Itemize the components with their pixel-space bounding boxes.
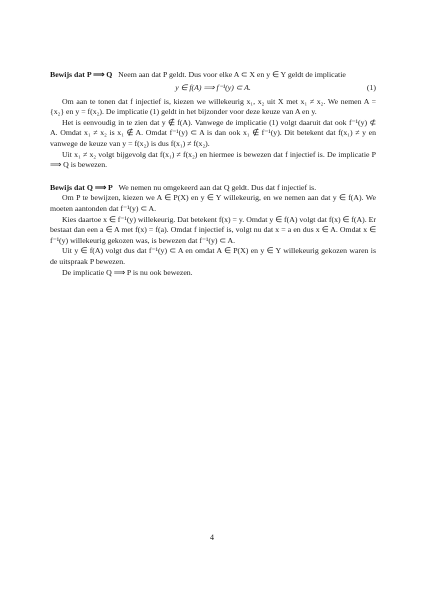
section2-paragraph-1: Om P te bewijzen, kiezen we A ∈ P(X) en y ∈ Y willekeurig, en we nemen aan dat y ∈ f(A). We moeten aantonden dat f⁻¹(y) ⊂ A. xyxy=(50,193,376,213)
section2-intro-paragraph xyxy=(50,183,376,194)
section1-paragraph-3: Uit x₁ ≠ x₂ volgt bijgevolg dat f(x₁) ≠ f(x₂) en hiermee is bewezen dat f injectief is. De implicatie P ⟹ Q is bewezen. xyxy=(50,149,376,170)
page-number: 4 xyxy=(210,533,214,542)
section2-paragraph-2: Kies daartoe x ∈ f⁻¹(y) willekeurig. Dat betekent f(x) = y. Omdat y ∈ f(A) volgt dat f(x) ∈ f(A). Er bestaat dan een a ∈ A met f(x) = f(a). Omdat f injectief is, volgt nu dat x = a en dus x ∈ A. Omdat x ∈ f⁻¹(y) willekeurig gekozen was, is bewezen dat f⁻¹(y) ⊂ A. xyxy=(50,214,376,245)
proof-body xyxy=(50,70,376,278)
section2-paragraph-4: De implicatie Q ⟹ P is nu ook bewezen. xyxy=(62,267,193,277)
section2-heading: Bewijs dat Q ⟹ P xyxy=(50,182,113,192)
section1-paragraph-2: Het is eenvoudig in te zien dat y ∉ f(A). Vanwege de implicatie (1) volgt daaruit dat ook f⁻¹(y) ⊄ A. Omdat x₁ ≠ x₂ is x₁ ∉ A. Omdat f⁻¹(y) ⊂ A is dan ook x₁ ∉ f⁻¹(y). Dit betekent dat f(x₁) ≠ y en vanwege de keuze van y = f(x₂) is dus f(x₁) ≠ f(x₂). xyxy=(50,117,376,148)
section2-intro: We nemen nu omgekeerd aan dat Q geldt. Dus dat f injectief is. xyxy=(118,182,317,192)
equation-1-number: (1) xyxy=(366,82,376,92)
section1-heading: Bewijs dat P ⟹ Q xyxy=(50,70,113,79)
section1-intro: Neem aan dat P geldt. Dus voor elke A ⊂ X en y ∈ Y geldt de implicatie xyxy=(118,70,346,79)
section1-paragraph-1: Om aan te tonen dat f injectief is, kiezen we willekeurig x₁, x₂ uit X met x₁ ≠ x₂. We nemen A = {x₂} en y = f(x₂). De implicatie (1) geldt in het bijzonder voor deze keuze van A en y. xyxy=(50,96,376,117)
equation-1 xyxy=(50,83,376,94)
section2-paragraph-3: Uit y ∈ f(A) volgt dus dat f⁻¹(y) ⊂ A en omdat A ∈ P(X) en y ∈ Y willekeurig gekozen waren is de uitspraak P bewezen. xyxy=(50,246,376,266)
equation-1-formula: y ∈ f(A) ⟹ f⁻¹(y) ⊂ A. xyxy=(175,82,251,92)
section-gap xyxy=(50,171,376,183)
section1-intro-paragraph xyxy=(50,70,376,81)
